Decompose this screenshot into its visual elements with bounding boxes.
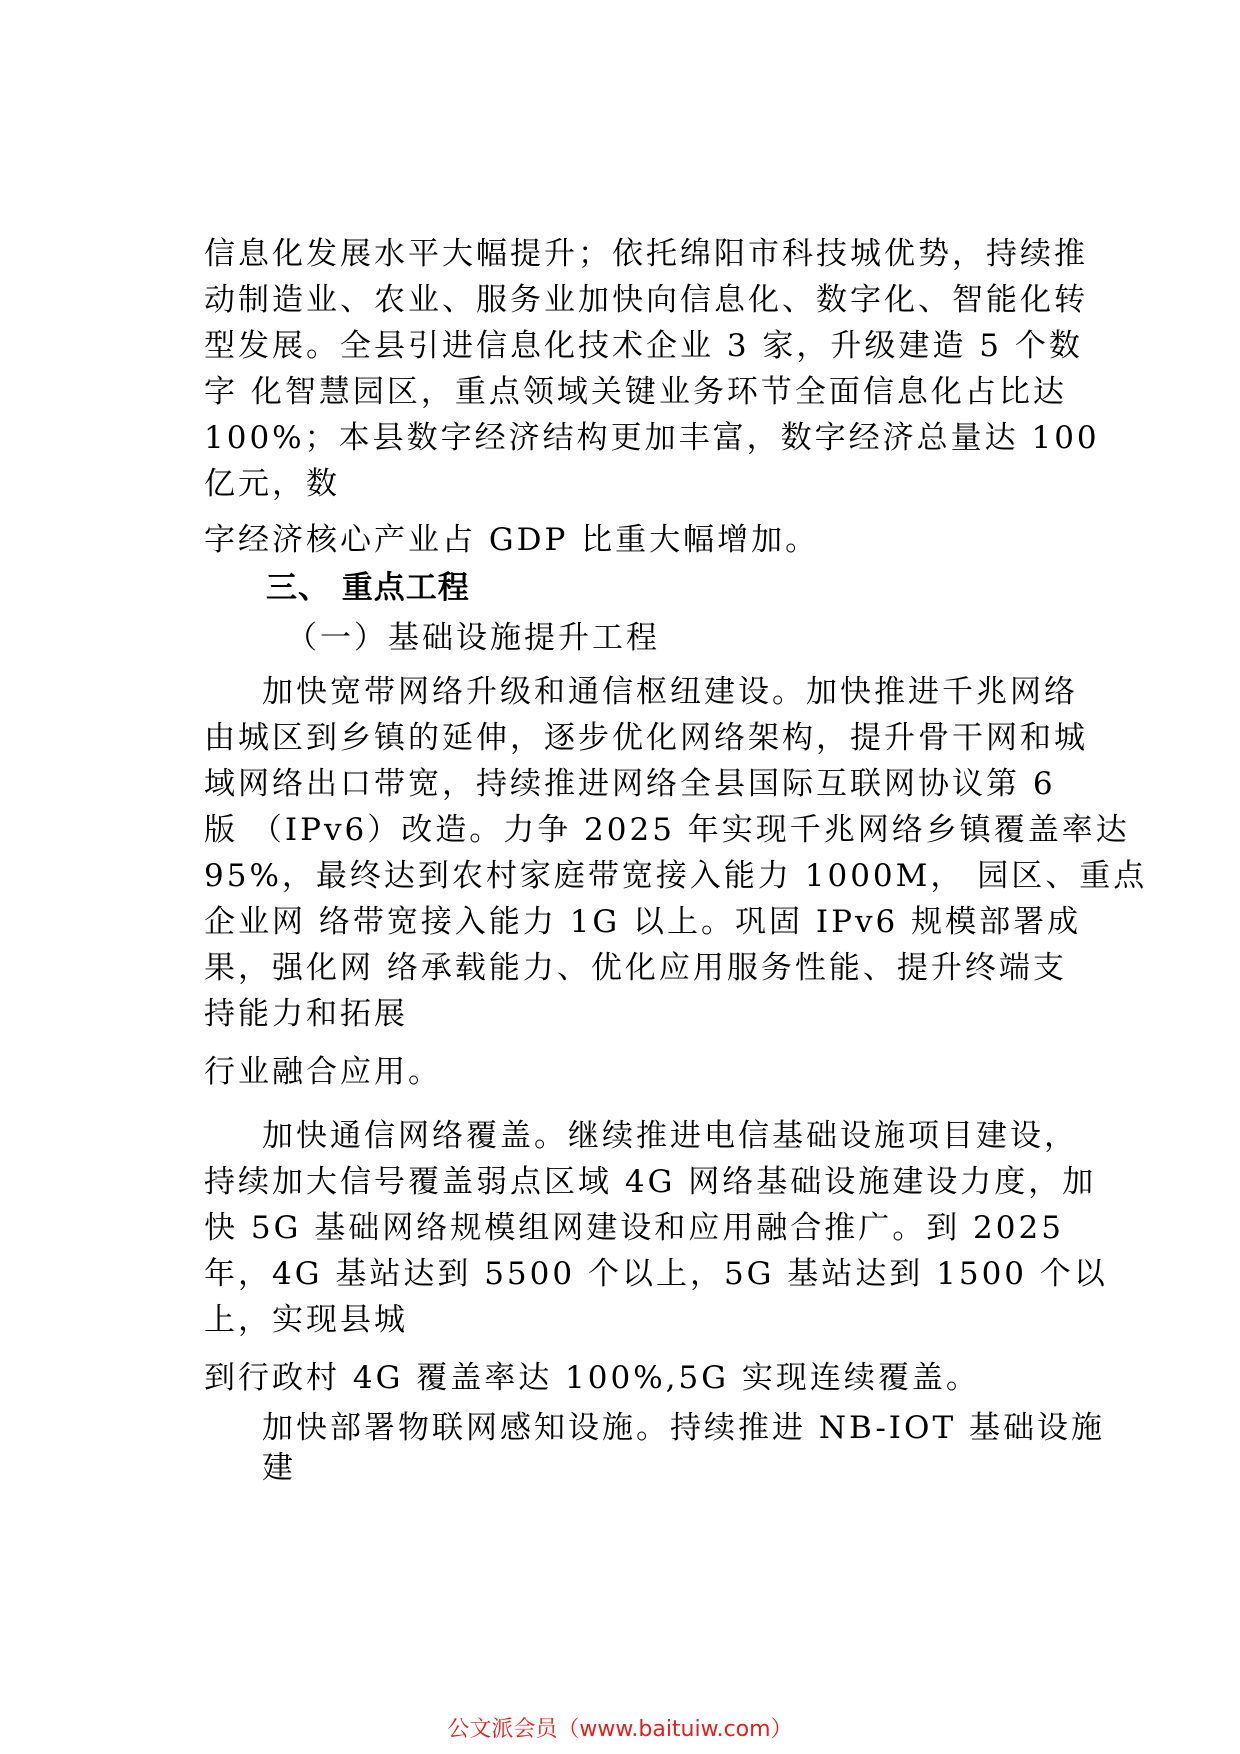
body-line: 亿元，数: [204, 466, 340, 502]
paragraph-line: 年，4G 基站达到 5500 个以上，5G 基站达到 1500 个以: [204, 1256, 1108, 1292]
body-line: 信息化发展水平大幅提升；依托绵阳市科技城优势，持续推: [204, 236, 1088, 272]
section-heading: 三、 重点工程: [266, 570, 470, 606]
body-line: 动制造业、农业、服务业加快向信息化、数字化、智能化转: [204, 282, 1088, 318]
paragraph-line: 域网络出口带宽，持续推进网络全县国际互联网协议第 6: [204, 766, 1056, 802]
paragraph-line: 由城区到乡镇的延伸，逐步优化网络架构，提升骨干网和城: [204, 720, 1088, 756]
body-line: 字经济核心产业占 GDP 比重大幅增加。: [204, 522, 820, 558]
body-line: 型发展。全县引进信息化技术企业 3 家，升级建造 5 个数: [204, 328, 1083, 364]
paragraph-line: 95%，最终达到农村家庭带宽接入能力 1000M， 园区、重点: [204, 858, 1148, 894]
paragraph-line: 建: [262, 1450, 296, 1486]
paragraph-line: 快 5G 基础网络规模组网建设和应用融合推广。到 2025: [204, 1210, 1064, 1246]
body-line: 字 化智慧园区，重点领域关键业务环节全面信息化占比达: [204, 374, 1067, 410]
paragraph-line: 加快宽带网络升级和通信枢纽建设。加快推进千兆网络: [262, 674, 1078, 710]
paragraph-line: 行业融合应用。: [204, 1054, 442, 1090]
body-line: 100%；本县数字经济结构更加丰富，数字经济总量达 100: [204, 420, 1100, 456]
subsection-heading: （一）基础设施提升工程: [286, 620, 660, 656]
paragraph-line: 持能力和拓展: [204, 996, 408, 1032]
paragraph-line: 加快部署物联网感知设施。持续推进 NB-IOT 基础设施: [262, 1410, 1105, 1446]
paragraph-line: 企业网 络带宽接入能力 1G 以上。巩固 IPv6 规模部署成: [204, 904, 1082, 940]
paragraph-line: 版 （IPv6）改造。力争 2025 年实现千兆网络乡镇覆盖率达: [204, 812, 1130, 848]
paragraph-line: 到行政村 4G 覆盖率达 100%,5G 实现连续覆盖。: [204, 1360, 980, 1396]
paragraph-line: 上，实现县城: [204, 1302, 408, 1338]
paragraph-line: 加快通信网络覆盖。继续推进电信基础设施项目建设，: [262, 1118, 1078, 1154]
paragraph-line: 持续加大信号覆盖弱点区域 4G 网络基础设施建设力度，加: [204, 1164, 1097, 1200]
paragraph-line: 果，强化网 络承载能力、优化应用服务性能、提升终端支: [204, 950, 1067, 986]
footer-watermark[interactable]: 公文派会员（www.baituiw.com）: [447, 1717, 793, 1742]
